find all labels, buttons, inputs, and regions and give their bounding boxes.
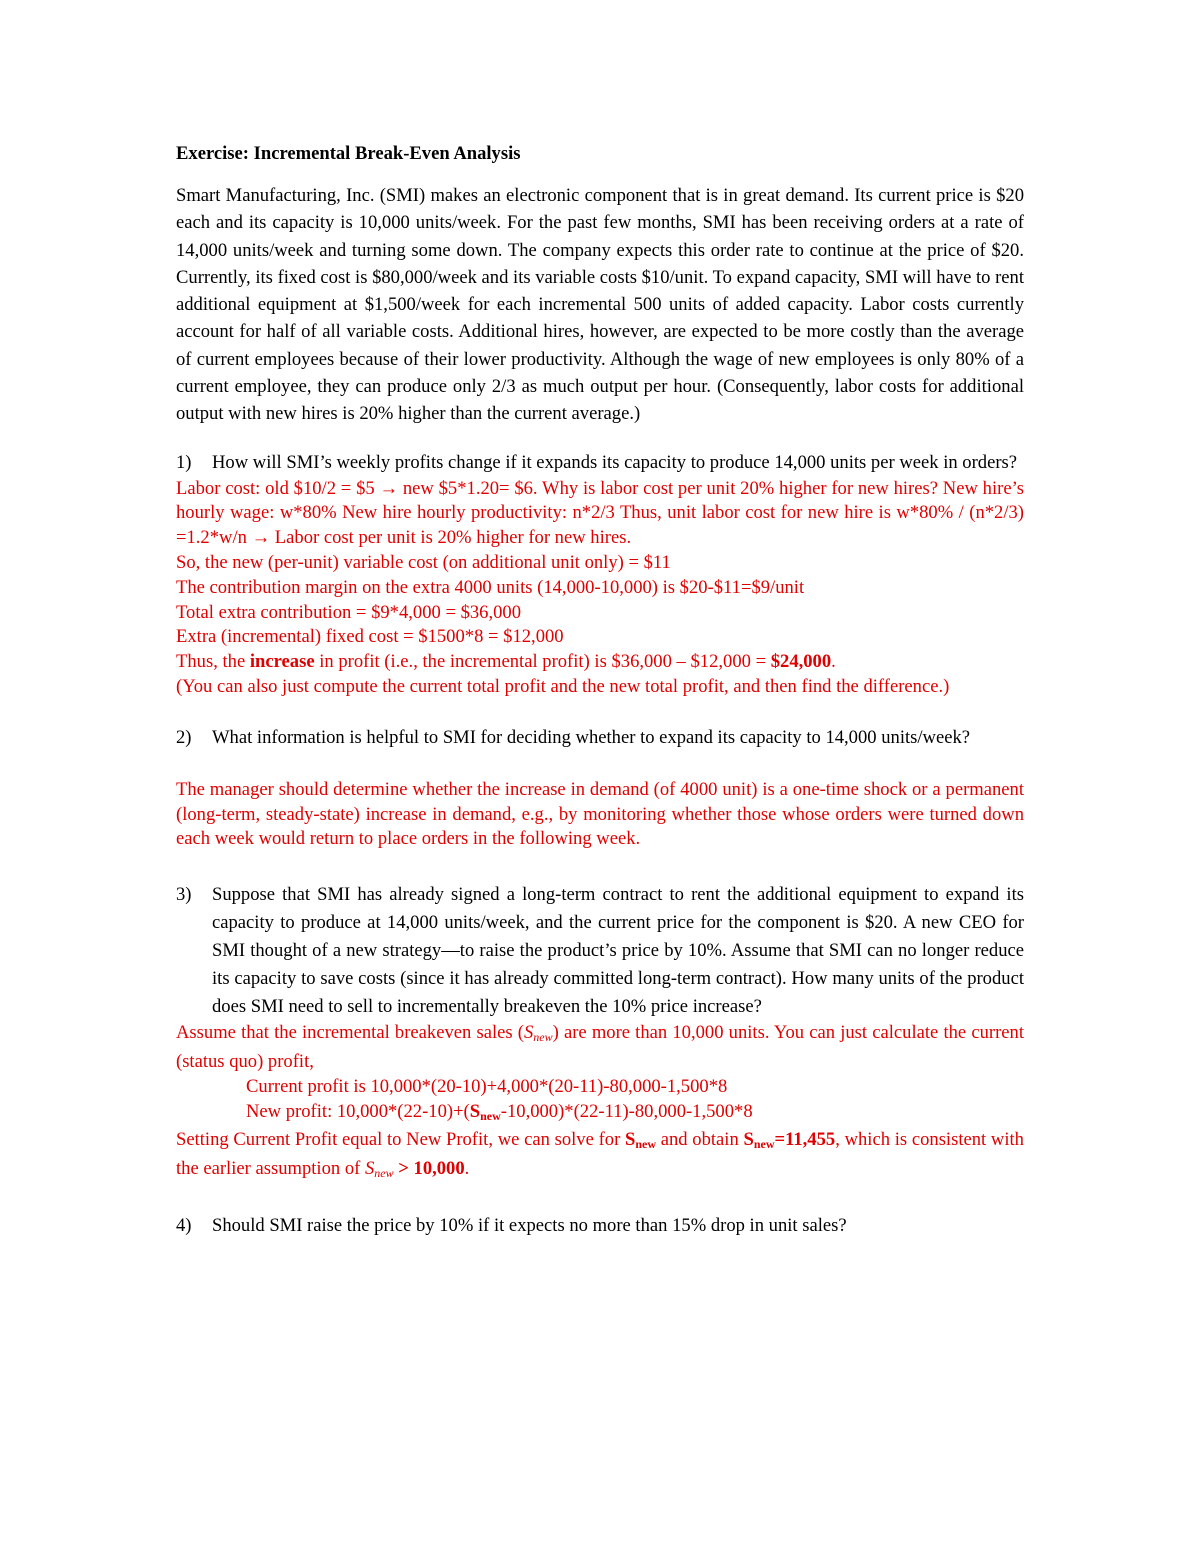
answer-line bbox=[176, 650, 1024, 675]
answer-text: and obtain bbox=[656, 1129, 744, 1151]
variable-s: S bbox=[523, 1022, 534, 1044]
question-number: 4) bbox=[176, 1215, 192, 1237]
answer-result: =11,455 bbox=[774, 1129, 836, 1151]
variable-subscript: new bbox=[635, 1137, 656, 1152]
answer-text: Assume that the incremental breakeven sales ( bbox=[176, 1022, 524, 1044]
answer-text: . bbox=[464, 1158, 470, 1180]
answer-line: The contribution margin on the extra 4000 units (14,000-10,000) is $20-$11=$9/unit bbox=[176, 576, 805, 598]
answer-3 bbox=[176, 1021, 1024, 1186]
variable-s: S bbox=[364, 1158, 375, 1180]
variable-subscript: new bbox=[480, 1108, 501, 1123]
variable-s: S bbox=[469, 1100, 481, 1122]
variable-subscript: new bbox=[374, 1166, 394, 1181]
answer-text: , which is consistent with the earlier assumption of bbox=[176, 1129, 1024, 1180]
question-text: How will SMI’s weekly profits change if it expands its capacity to produce 14,000 units per week in orders? bbox=[212, 451, 1018, 473]
question-2 bbox=[176, 724, 1024, 752]
question-1 bbox=[176, 449, 1024, 477]
question-3 bbox=[176, 881, 1024, 1021]
answer-line: Labor cost: old $10/2 = $5 → new $5*1.20= $6. Why is labor cost per unit 20% higher for new hires? New hire’s hourly wage: w*80% New hire hourly productivity: n*2/3 Thus, unit labor cost for new hire is w*80% / (n*2/3) =1.2*w/n → Labor cost per unit is 20% higher for new hires. bbox=[176, 477, 1024, 549]
answer-line: (You can also just compute the current total profit and the new total profit, and then find the difference.) bbox=[176, 676, 950, 698]
answer-line bbox=[176, 1100, 1024, 1129]
question-text: Should SMI raise the price by 10% if it expects no more than 15% drop in unit sales? bbox=[212, 1215, 847, 1237]
answer-line: So, the new (per-unit) variable cost (on additional unit only) = $11 bbox=[176, 552, 671, 574]
answer-2 bbox=[176, 778, 1024, 852]
variable-subscript: new bbox=[753, 1137, 775, 1152]
exercise-title: Exercise: Incremental Break-Even Analysis bbox=[176, 143, 521, 164]
intro-paragraph: Smart Manufacturing, Inc. (SMI) makes an electronic component that is in great demand. Its current price is $20 each and its capacity is 10,000 units/week. For the past few months, SMI has been receiving orders at a rate of 14,000 units/week and turning some down. The company expects this order rate to continue at the price of $20. Currently, its fixed cost is $80,000/week and its variable costs $10/unit. To expand capacity, SMI will have to rent additional equipment at $1,500/week for each incremental 500 units of added capacity. Labor costs currently account for half of all variable costs. Additional hires, however, are expected to be more costly than the average of current employees because of their lower productivity. Although the wage of new employees is only 80% of a current employee, they can produce only 2/3 as much output per hour. (Consequently, labor costs for additional output with new hires is 20% higher than the current average.) bbox=[176, 185, 1024, 425]
answer-text: ) are more than 10,000 units. You can just calculate the current (status quo) profit, bbox=[176, 1022, 1024, 1073]
question-4 bbox=[176, 1212, 1024, 1240]
answer-text: . bbox=[831, 651, 836, 673]
answer-result: > 10,000 bbox=[393, 1158, 465, 1180]
answer-result: $24,000 bbox=[770, 651, 832, 673]
answer-line bbox=[176, 1021, 1024, 1075]
answer-text: Thus, the bbox=[176, 651, 250, 673]
answer-text: in profit (i.e., the incremental profit) is $36,000 – $12,000 = bbox=[314, 651, 771, 673]
question-number: 3) bbox=[176, 884, 192, 906]
question-text: Suppose that SMI has already signed a long-term contract to rent the additional equipment to expand its capacity to produce at 14,000 units/week, and the current price for the component is $20. A new CEO for SMI thought of a new strategy—to raise the product’s price by 10%. Assume that SMI can no longer reduce its capacity to save costs (since it has already committed long-term contract). How many units of the product does SMI need to sell to incrementally breakeven the 10% price increase? bbox=[212, 884, 1024, 1018]
variable-s: S bbox=[624, 1129, 636, 1151]
answer-1 bbox=[176, 477, 1024, 700]
question-text: What information is helpful to SMI for deciding whether to expand its capacity to 14,000 units/week? bbox=[212, 726, 971, 748]
question-number: 1) bbox=[176, 451, 192, 473]
answer-text: Setting Current Profit equal to New Profit, we can solve for bbox=[176, 1129, 625, 1151]
answer-line bbox=[176, 1128, 1024, 1186]
answer-line: Extra (incremental) fixed cost = $1500*8 = $12,000 bbox=[176, 626, 564, 648]
document-page bbox=[176, 136, 1024, 1240]
answer-line: Total extra contribution = $9*4,000 = $36,000 bbox=[176, 601, 522, 623]
answer-line: The manager should determine whether the increase in demand (of 4000 unit) is a one-time shock or a permanent (long-term, steady-state) increase in demand, e.g., by monitoring whether those whose orders were turned down each week would return to place orders in the following week. bbox=[176, 778, 1024, 850]
answer-text: -10,000)*(22-11)-80,000-1,500*8 bbox=[500, 1100, 753, 1122]
question-number: 2) bbox=[176, 726, 192, 748]
answer-emphasis: increase bbox=[249, 651, 315, 673]
answer-text: New profit: 10,000*(22-10)+( bbox=[246, 1100, 470, 1122]
variable-subscript: new bbox=[533, 1030, 553, 1045]
variable-s: S bbox=[743, 1129, 754, 1151]
answer-line: Current profit is 10,000*(20-10)+4,000*(20-11)-80,000-1,500*8 bbox=[246, 1075, 728, 1097]
